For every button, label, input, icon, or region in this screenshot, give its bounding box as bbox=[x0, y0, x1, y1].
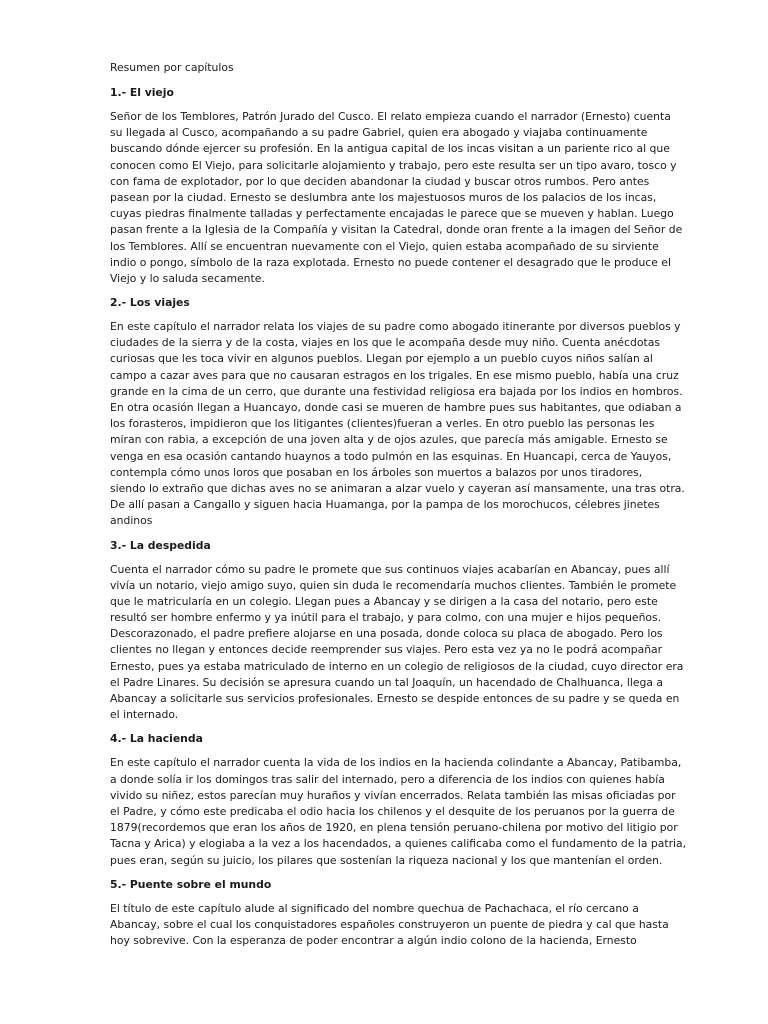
paragraph-line: venga en esa ocasión cantando huaynos a todo pulmón en las esquinas. En Huancapi, cerca de Yauyos, bbox=[110, 449, 672, 463]
paragraph-line: los forasteros, impidieron que los litigantes (clientes)fueran a verles. En otro pueblo las personas les bbox=[110, 417, 655, 431]
paragraph-line: 1879(recordemos que eran los años de 1920, en plena tensión peruano-chilena por motivo del litigio por bbox=[110, 821, 678, 835]
document-page bbox=[110, 60, 687, 957]
chapter-paragraph bbox=[110, 755, 687, 868]
paragraph-line: En este capítulo el narrador cuenta la vida de los indios en la hacienda colindante a Abancay, Patibamba, bbox=[110, 756, 682, 770]
paragraph-line: los Temblores. Allí se encuentran nuevamente con el Viejo, quien estaba acompañado de su sirviente bbox=[110, 239, 659, 253]
paragraph-line: con fama de explotador, por lo que deciden abandonar la ciudad y buscar otros rumbos. Pero antes bbox=[110, 174, 650, 188]
chapter-5 bbox=[110, 877, 669, 950]
paragraph-line: Tacna y Arica) y elogiaba a la vez a los hacendados, a quienes calificaba como el fundamento de la patria, bbox=[110, 837, 687, 851]
paragraph-line: pasean por la ciudad. Ernesto se deslumbra ante los majestuosos muros de los palacios de los incas, bbox=[110, 190, 657, 204]
paragraph-line: buscando dónde ejercer su profesión. En la antigua capital de los incas visitan a un pariente rico al que bbox=[110, 142, 670, 156]
paragraph-line: curiosas que les toca vivir en algunos pueblos. Llegan por ejemplo a un pueblo cuyos niños salían al bbox=[110, 352, 653, 366]
chapter-heading: 4.- La hacienda bbox=[110, 732, 203, 746]
chapter-3 bbox=[110, 538, 684, 724]
paragraph-line: clientes no llegan y entonces decide reemprender sus viajes. Pero esta vez ya no le podrá acompañar bbox=[110, 643, 663, 657]
paragraph-line: De allí pasan a Cangallo y siguen hacia Huamanga, por la pampa de los morochucos, célebres jinetes bbox=[110, 498, 660, 512]
paragraph-line: Abancay a solicitarle sus servicios profesionales. Ernesto se despide entonces de su padre y se queda en bbox=[110, 692, 680, 705]
chapter-heading: 2.- Los viajes bbox=[110, 296, 190, 310]
chapter-paragraph bbox=[110, 109, 683, 287]
paragraph-line: cuyas piedras finalmente talladas y perfectamente encajadas le parece que se mueven y hablan. Luego bbox=[110, 207, 674, 221]
paragraph-line: campo a cazar aves para que no causaran estragos en los trigales. En ese mismo pueblo, había una cruz bbox=[110, 368, 679, 382]
paragraph-line: resultó ser hombre enfermo y ya inútil para el trabajo, y para colmo, con una mujer e hijos pequeños. bbox=[110, 611, 662, 625]
chapter-2 bbox=[110, 295, 685, 529]
paragraph-line: vivía un notario, viejo amigo suyo, quien sin duda le recomendaría muchos clientes. También le promete bbox=[110, 578, 677, 592]
paragraph-line: a donde solía ir los domingos tras salir del internado, pero a diferencia de los indios con quienes había bbox=[110, 772, 665, 786]
paragraph-line: siendo lo extraño que dichas aves no se animaran a alzar vuelo y cayeran así mansamente, una tras otra. bbox=[110, 481, 685, 495]
paragraph-line: ciudades de la sierra y de la costa, viajes en los que le acompaña desde muy niño. Cuenta anécdotas bbox=[110, 336, 660, 350]
paragraph-line: En otra ocasión llegan a Huancayo, donde casi se mueren de hambre pues sus habitantes, que odiaban a bbox=[110, 401, 682, 414]
paragraph-line: el Padre, y cómo este predicaba el odio hacia los chilenos y el desquite de los peruanos por la guerra de bbox=[110, 804, 675, 818]
chapter-paragraph bbox=[110, 562, 684, 724]
chapter-4 bbox=[110, 731, 687, 868]
chapter-heading: 3.- La despedida bbox=[110, 538, 211, 552]
paragraph-line: su llegada al Cusco, acompañando a su padre Gabriel, quien era abogado y viajaba continuamente bbox=[110, 126, 648, 140]
paragraph-line: Cuenta el narrador cómo su padre le promete que sus continuos viajes acabarían en Abancay, pues allí bbox=[110, 562, 670, 576]
paragraph-line: miran con rabia, a excepción de una joven alta y de ojos azules, que parecía más amigable. Ernesto se bbox=[110, 433, 668, 447]
paragraph-line: En este capítulo el narrador relata los viajes de su padre como abogado itinerante por diversos pueblos y bbox=[110, 320, 681, 334]
paragraph-line: que le matricularía en un colegio. Llegan pues a Abancay y se dirigen a la casa del notario, pero este bbox=[110, 594, 658, 608]
chapter-heading: 1.- El viejo bbox=[110, 86, 174, 99]
paragraph-line: El título de este capítulo alude al significado del nombre quechua de Pachachaca, el río cercano a bbox=[110, 901, 639, 915]
paragraph-line: vivido su niñez, estos parecían muy huraños y vivían encerrados. Relata también las misas oficiadas por bbox=[110, 788, 676, 802]
chapter-paragraph bbox=[110, 319, 685, 529]
paragraph-line: pues eran, según su juicio, los pilares que sostenían la riqueza nacional y los que mantenían el orden. bbox=[110, 853, 663, 867]
chapter-paragraph bbox=[110, 901, 669, 950]
paragraph-line: contempla cómo unos loros que posaban en los árboles son muertos a balazos por unos tiradores, bbox=[110, 465, 643, 479]
paragraph-line: andinos bbox=[110, 514, 153, 528]
paragraph-line: Abancay, sobre el cual los conquistadores españoles construyeron un puente de piedra y cal que hasta bbox=[110, 917, 669, 931]
document-title: Resumen por capítulos bbox=[110, 61, 234, 74]
paragraph-line: el internado. bbox=[110, 708, 179, 722]
paragraph-line: Señor de los Temblores, Patrón Jurado del Cusco. El relato empieza cuando el narrador (Ernesto) cuenta bbox=[110, 110, 671, 123]
paragraph-line: Descorazonado, el padre prefiere alojarse en una posada, donde coloca su placa de abogado. Pero los bbox=[110, 627, 663, 641]
paragraph-line: grande en la cima de un cerro, que durante una festividad religiosa era bajada por los indios en hombros. bbox=[110, 384, 683, 398]
paragraph-line: Ernesto, pues ya estaba matriculado de interno en un colegio de religiosos de la ciudad, cuyo director era bbox=[110, 659, 684, 673]
chapter-1 bbox=[110, 85, 683, 287]
paragraph-line: el Padre Linares. Su decisión se apresura cuando un tal Joaquín, un hacendado de Chalhuanca, llega a bbox=[110, 675, 664, 689]
paragraph-line: conocen como El Viejo, para solicitarle alojamiento y trabajo, pero este resulta ser un tipo avaro, tosco y bbox=[110, 158, 677, 172]
paragraph-line: indio o pongo, símbolo de la raza explotada. Ernesto no puede contener el desagrado que le produce el bbox=[110, 255, 671, 269]
chapter-heading: 5.- Puente sobre el mundo bbox=[110, 877, 272, 891]
paragraph-line: Viejo y lo saluda secamente. bbox=[110, 271, 265, 285]
paragraph-line: hoy sobrevive. Con la esperanza de poder encontrar a algún indio colono de la hacienda, Ernesto bbox=[110, 934, 637, 948]
paragraph-line: pasan frente a la Iglesia de la Compañía y visitan la Catedral, donde oran frente a la imagen del Señor de bbox=[110, 223, 683, 237]
